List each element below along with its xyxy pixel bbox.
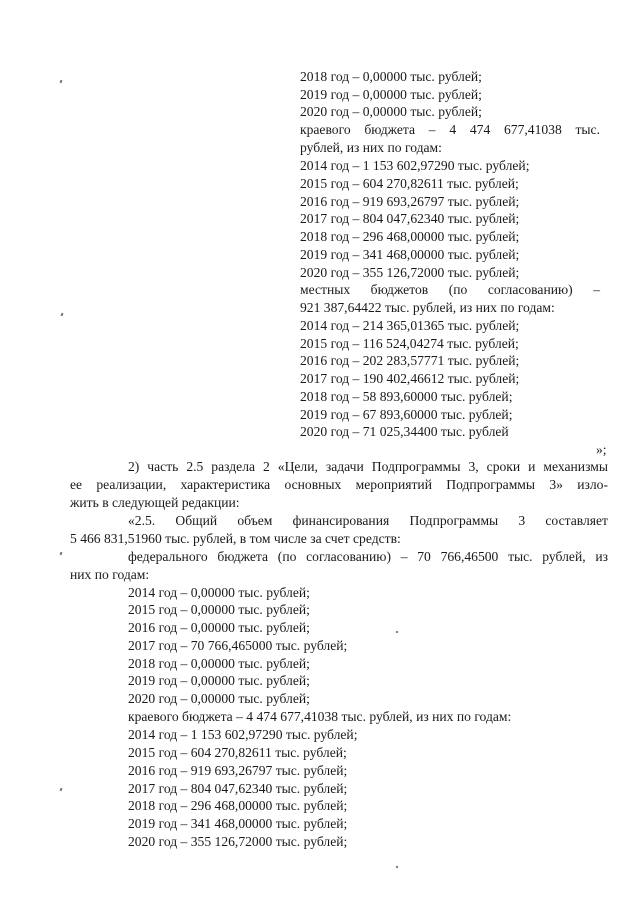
- scan-speck: [60, 552, 63, 556]
- year-line: 2017 год – 804 047,62340 тыс. рублей;: [300, 211, 520, 226]
- closing-quote: »;: [596, 442, 607, 457]
- year-line: 2017 год – 804 047,62340 тыс. рублей;: [128, 781, 348, 796]
- year-line: 2019 год – 67 893,60000 тыс. рублей;: [300, 407, 513, 422]
- year-line: 2018 год – 0,00000 тыс. рублей;: [128, 656, 310, 671]
- year-line: 2014 год – 1 153 602,97290 тыс. рублей;: [128, 727, 358, 742]
- year-line: 2014 год – 214 365,01365 тыс. рублей;: [300, 318, 520, 333]
- scan-speck: [60, 80, 63, 84]
- year-line: 2016 год – 202 283,57771 тыс. рублей;: [300, 353, 520, 368]
- scan-speck: [396, 631, 399, 634]
- year-line: 2020 год – 0,00000 тыс. рублей;: [128, 691, 310, 706]
- year-line: 2015 год – 0,00000 тыс. рублей;: [128, 602, 310, 617]
- year-line: 2014 год – 0,00000 тыс. рублей;: [128, 585, 310, 600]
- section-2-5-line: «2.5. Общий объем финансирования Подпрограммы 3 составляет: [128, 513, 608, 528]
- year-line: 2018 год – 296 468,00000 тыс. рублей;: [300, 229, 520, 244]
- regional-budget-heading-2: краевого бюджета – 4 474 677,41038 тыс. рублей, из них по годам:: [128, 709, 512, 724]
- year-line: 2019 год – 341 468,00000 тыс. рублей;: [300, 247, 520, 262]
- year-line: 2016 год – 0,00000 тыс. рублей;: [128, 620, 310, 635]
- year-line: 2020 год – 355 126,72000 тыс. рублей;: [128, 834, 348, 849]
- item2-line: 2) часть 2.5 раздела 2 «Цели, задачи Подпрограммы 3, сроки и механизмы: [128, 459, 608, 474]
- local-budget-heading-cont: 921 387,64422 тыс. рублей, из них по годам:: [300, 300, 555, 315]
- year-line: 2020 год – 355 126,72000 тыс. рублей;: [300, 265, 520, 280]
- year-line: 2016 год – 919 693,26797 тыс. рублей;: [300, 194, 520, 209]
- year-line: 2015 год – 604 270,82611 тыс. рублей;: [300, 176, 519, 191]
- year-line: 2018 год – 0,00000 тыс. рублей;: [300, 69, 482, 84]
- year-line: 2016 год – 919 693,26797 тыс. рублей;: [128, 763, 348, 778]
- item2-line: ее реализации, характеристика основных мероприятий Подпрограммы 3» изло-: [70, 477, 608, 492]
- scan-speck: [61, 313, 64, 317]
- scan-speck: [60, 788, 63, 792]
- year-line: 2015 год – 116 524,04274 тыс. рублей;: [300, 336, 519, 351]
- year-line: 2020 год – 0,00000 тыс. рублей;: [300, 104, 482, 119]
- year-line: 2018 год – 58 893,60000 тыс. рублей;: [300, 389, 513, 404]
- year-line: 2019 год – 341 468,00000 тыс. рублей;: [128, 816, 348, 831]
- federal-budget-heading-cont: них по годам:: [70, 567, 150, 582]
- year-line: 2018 год – 296 468,00000 тыс. рублей;: [128, 798, 348, 813]
- year-line: 2015 год – 604 270,82611 тыс. рублей;: [128, 745, 347, 760]
- regional-budget-heading-cont: рублей, из них по годам:: [300, 140, 442, 155]
- scan-speck: [396, 866, 399, 869]
- regional-budget-heading: краевого бюджета – 4 474 677,41038 тыс.: [300, 122, 600, 137]
- section-2-5-line: 5 466 831,51960 тыс. рублей, в том числе за счет средств:: [70, 531, 401, 546]
- item2-line: жить в следующей редакции:: [70, 495, 240, 510]
- year-line: 2019 год – 0,00000 тыс. рублей;: [300, 87, 482, 102]
- local-budget-heading: местных бюджетов (по согласованию) –: [300, 282, 600, 297]
- federal-budget-heading: федерального бюджета (по согласованию) – 70 766,46500 тыс. рублей, из: [128, 549, 608, 564]
- year-line: 2014 год – 1 153 602,97290 тыс. рублей;: [300, 158, 530, 173]
- year-line: 2020 год – 71 025,34400 тыс. рублей: [300, 424, 509, 439]
- year-line: 2017 год – 190 402,46612 тыс. рублей;: [300, 371, 520, 386]
- year-line: 2019 год – 0,00000 тыс. рублей;: [128, 673, 310, 688]
- year-line: 2017 год – 70 766,465000 тыс. рублей;: [128, 638, 348, 653]
